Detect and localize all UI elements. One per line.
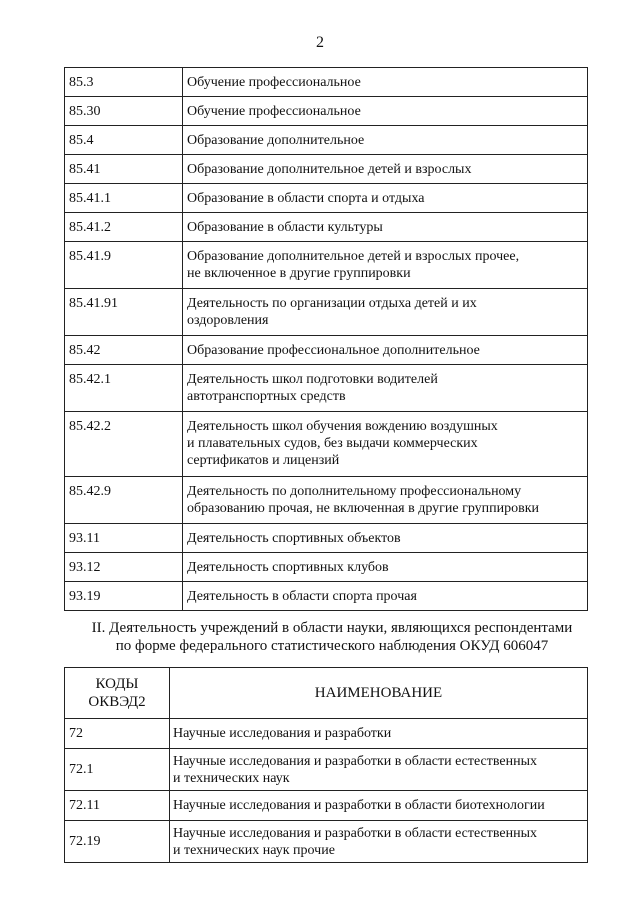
table-row	[65, 791, 588, 821]
okved-code: 93.19	[65, 582, 183, 611]
okved-name	[170, 821, 588, 863]
okved-name-line: Образование дополнительное детей и взрослых прочее,	[187, 249, 520, 264]
okved-name: Научные исследования и разработки	[170, 719, 588, 749]
okved-name: Образование профессиональное дополнительное	[183, 336, 588, 365]
okved-name-line: Деятельность школ подготовки водителей	[187, 372, 438, 387]
okved-code: 85.4	[65, 126, 183, 155]
table-row	[65, 289, 588, 336]
okved-name	[183, 242, 588, 289]
okved-name: Образование дополнительное детей и взрослых	[183, 155, 588, 184]
section-title-line: II. Деятельность учреждений в области науки, являющихся респондентами	[91, 620, 573, 636]
okved-code: 85.41.9	[65, 242, 183, 289]
okved-name-line: автотранспортных средств	[187, 389, 346, 404]
okved-name: Обучение профессиональное	[183, 97, 588, 126]
okved-name-line: образованию прочая, не включенная в другие группировки	[187, 501, 540, 516]
okved-name-line: и плавательных судов, без выдачи коммерческих	[187, 436, 478, 451]
okved-code: 85.30	[65, 97, 183, 126]
okved-name-line: Деятельность по организации отдыха детей и их	[187, 296, 477, 311]
okved-table-continued	[64, 67, 588, 611]
table-row	[65, 184, 588, 213]
okved-name	[170, 749, 588, 791]
okved-code: 72.19	[65, 821, 170, 863]
okved-name-line: и технических наук	[173, 770, 290, 786]
okved-code: 93.11	[65, 524, 183, 553]
section-title	[60, 619, 604, 655]
okved-code: 85.41.2	[65, 213, 183, 242]
column-header-name: НАИМЕНОВАНИЕ	[170, 668, 588, 719]
okved-name-line: сертификатов и лицензий	[187, 453, 340, 468]
okved-name: Обучение профессиональное	[183, 68, 588, 97]
okved-name: Образование дополнительное	[183, 126, 588, 155]
okved-code: 72.1	[65, 749, 170, 791]
okved-code: 85.41	[65, 155, 183, 184]
okved-name: Образование в области культуры	[183, 213, 588, 242]
table-header-row	[65, 668, 588, 719]
column-header-codes	[65, 668, 170, 719]
table-row	[65, 821, 588, 863]
table-row	[65, 336, 588, 365]
okved-name-line: Научные исследования и разработки в области естественных	[173, 825, 538, 841]
okved-name	[183, 365, 588, 412]
okved-code: 85.42.9	[65, 477, 183, 524]
okved-name	[183, 412, 588, 477]
okved-code: 85.41.1	[65, 184, 183, 213]
okved-code: 85.42	[65, 336, 183, 365]
page-number: 2	[316, 34, 324, 51]
okved-name-line: оздоровления	[187, 313, 269, 328]
okved-name-line: не включенное в другие группировки	[187, 266, 411, 281]
table-row	[65, 242, 588, 289]
okved-name	[183, 289, 588, 336]
okved-name	[183, 477, 588, 524]
table-row	[65, 719, 588, 749]
section-title-line: по форме федерального статистического наблюдения ОКУД 606047	[115, 638, 549, 654]
table-row	[65, 155, 588, 184]
table-row	[65, 126, 588, 155]
okved-code: 85.41.91	[65, 289, 183, 336]
okved-name-line: Научные исследования и разработки в области естественных	[173, 753, 538, 769]
okved-name: Деятельность в области спорта прочая	[183, 582, 588, 611]
table-row	[65, 97, 588, 126]
column-header-codes-line: КОДЫ	[95, 676, 139, 692]
okved-code: 93.12	[65, 553, 183, 582]
table-row	[65, 553, 588, 582]
table-row	[65, 365, 588, 412]
okved-name: Деятельность спортивных объектов	[183, 524, 588, 553]
okved-code: 85.42.1	[65, 365, 183, 412]
okved-name: Деятельность спортивных клубов	[183, 553, 588, 582]
table-row	[65, 749, 588, 791]
table-row	[65, 477, 588, 524]
okved-code: 72.11	[65, 791, 170, 821]
table-row	[65, 68, 588, 97]
table-row	[65, 213, 588, 242]
table-row	[65, 582, 588, 611]
okved-name-line: Деятельность школ обучения вождению воздушных	[187, 419, 498, 434]
table-row	[65, 412, 588, 477]
okved-name: Научные исследования и разработки в области биотехнологии	[170, 791, 588, 821]
okved-name-line: и технических наук прочие	[173, 842, 335, 858]
column-header-codes-line: ОКВЭД2	[88, 694, 146, 710]
okved-name-line: Деятельность по дополнительному профессиональному	[187, 484, 522, 499]
okved-code: 85.3	[65, 68, 183, 97]
table-row	[65, 524, 588, 553]
okved-code: 72	[65, 719, 170, 749]
okved-code: 85.42.2	[65, 412, 183, 477]
science-okved-table	[64, 667, 588, 863]
okved-name: Образование в области спорта и отдыха	[183, 184, 588, 213]
